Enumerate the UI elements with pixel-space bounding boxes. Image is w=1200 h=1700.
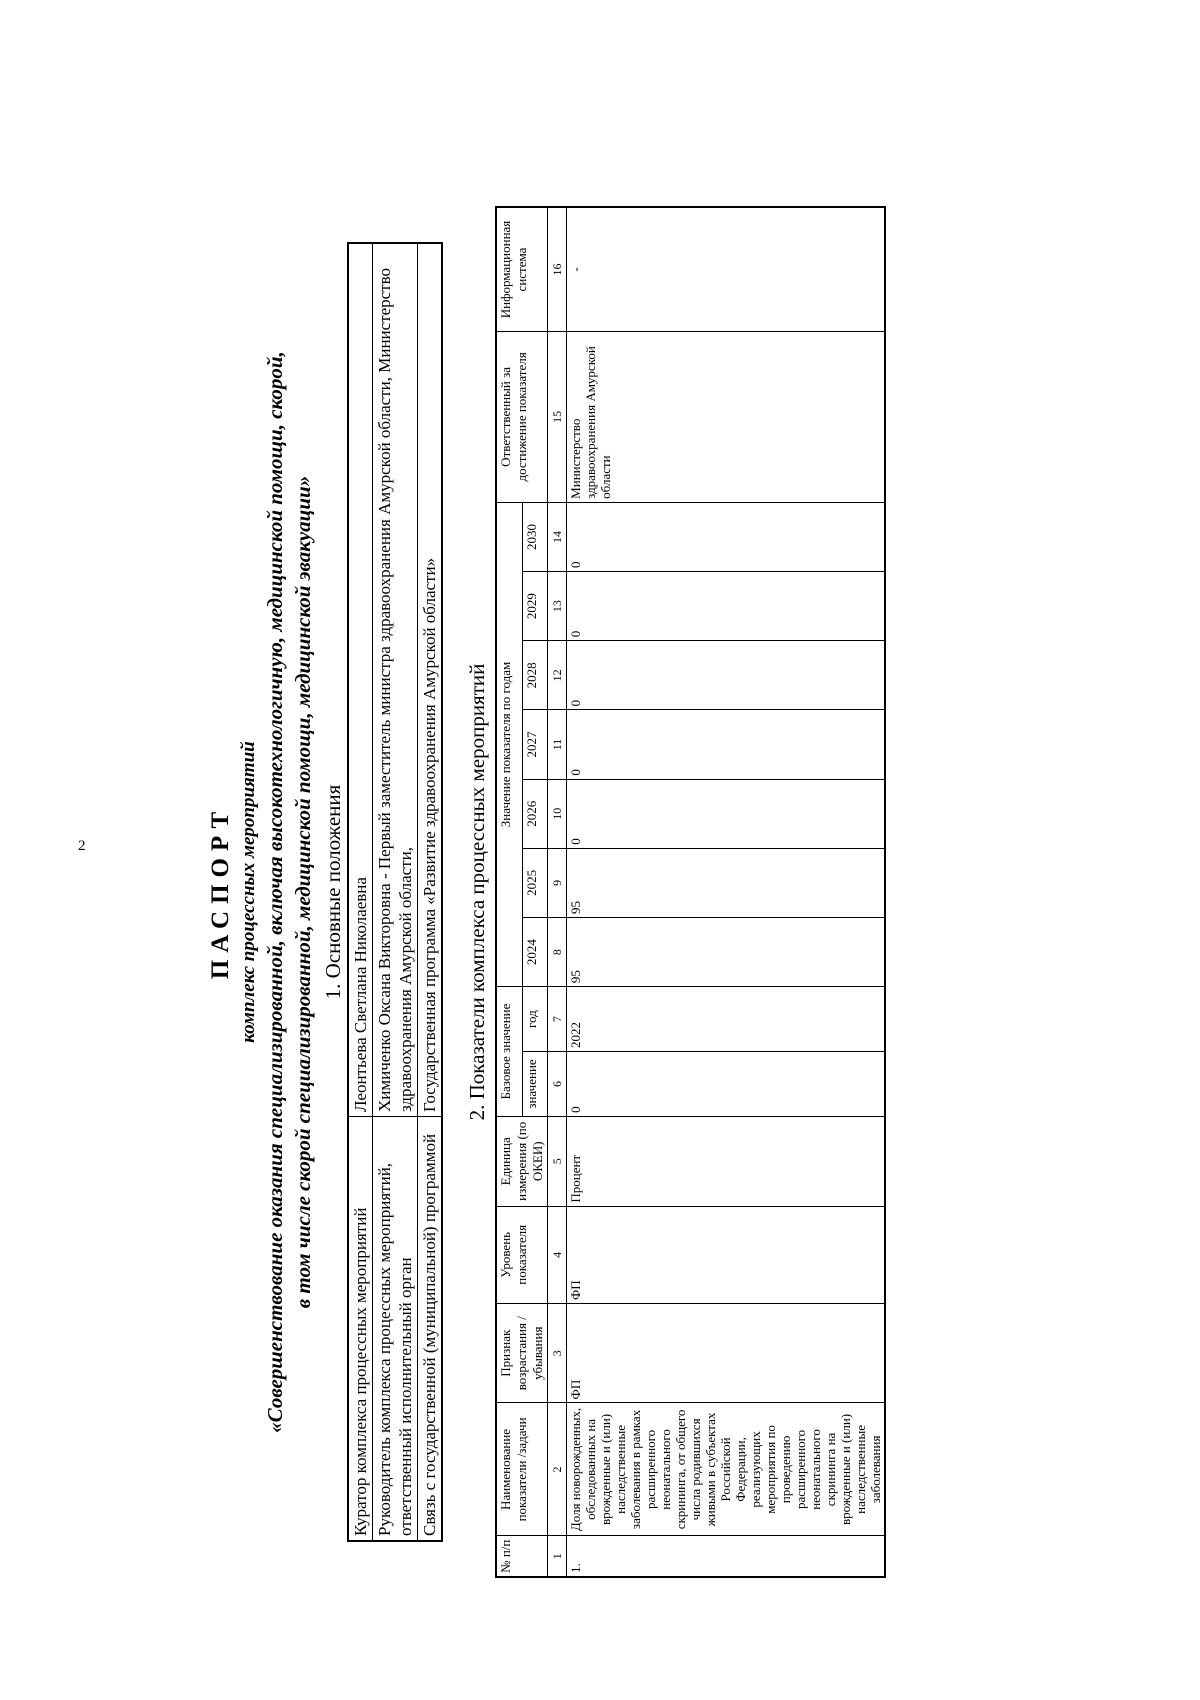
program-link-label: Связь с государственной (муниципальной) программой xyxy=(418,1117,443,1542)
column-number: 3 xyxy=(548,1303,567,1402)
program-name-line2: в том числе скорой специализированной, медицинской помощи, медицинской эвакуации» xyxy=(291,475,315,1309)
curator-label: Куратор комплекса процессных мероприятий xyxy=(348,1117,373,1542)
column-number: 13 xyxy=(548,572,567,641)
table-row xyxy=(348,243,373,1541)
value-2027: 0 xyxy=(567,710,886,779)
header-by-years: Значение показателя по годам xyxy=(496,502,522,986)
header-base-year: год xyxy=(522,987,547,1052)
header-base-value: значение xyxy=(522,1052,547,1117)
header-unit: Единица измерения (по ОКЕИ) xyxy=(496,1116,548,1206)
row-num: 1. xyxy=(567,1536,886,1577)
header-level: Уровень показателя xyxy=(496,1206,548,1303)
value-2029: 0 xyxy=(567,572,886,641)
base-year: 2022 xyxy=(567,987,886,1052)
curator-value: Леонтьева Светлана Николаевна xyxy=(348,243,373,1117)
header-year-2028: 2028 xyxy=(522,641,547,710)
value-2030: 0 xyxy=(567,502,886,571)
column-number: 9 xyxy=(548,848,567,917)
header-responsible: Ответственный за достижение показателя xyxy=(496,332,548,503)
column-number: 7 xyxy=(548,987,567,1052)
value-2024: 95 xyxy=(567,917,886,986)
header-year-2027: 2027 xyxy=(522,710,547,779)
indicator-unit: Процент xyxy=(567,1116,886,1206)
header-info-system: Информационная система xyxy=(496,207,548,332)
responsible-org: Министерство здравоохранения Амурской области xyxy=(567,332,886,503)
table-row xyxy=(567,207,886,1577)
column-number: 10 xyxy=(548,779,567,848)
header-num: № п/п xyxy=(496,1536,548,1577)
value-2025: 95 xyxy=(567,848,886,917)
page-number: 2 xyxy=(78,838,86,854)
value-2028: 0 xyxy=(567,641,886,710)
document-title: ПАСПОРТ xyxy=(207,804,234,980)
main-provisions-table xyxy=(347,242,443,1542)
column-number: 8 xyxy=(548,917,567,986)
column-number: 15 xyxy=(548,332,567,503)
value-2026: 0 xyxy=(567,779,886,848)
column-number: 6 xyxy=(548,1052,567,1117)
header-year-2029: 2029 xyxy=(522,572,547,641)
column-number: 5 xyxy=(548,1116,567,1206)
column-number: 2 xyxy=(548,1403,567,1536)
program-name-line1: «Совершенствование оказания специализированной, включая высокотехнологичную, медицинской помощи, скорой, xyxy=(263,351,287,1433)
base-value: 0 xyxy=(567,1052,886,1117)
column-number: 14 xyxy=(548,502,567,571)
column-number: 16 xyxy=(548,207,567,332)
column-numbers-row xyxy=(548,207,567,1577)
indicator-sign: ФП xyxy=(567,1303,886,1402)
indicators-table xyxy=(495,206,886,1578)
header-year-2030: 2030 xyxy=(522,502,547,571)
header-year-2024: 2024 xyxy=(522,917,547,986)
column-number: 11 xyxy=(548,710,567,779)
head-value: Химиченко Оксана Викторовна - Первый заместитель министра здравоохранения Амурской области, Министерство здравоохранения Амурской области, xyxy=(373,243,418,1117)
document-subtitle: комплекс процессных мероприятий xyxy=(238,741,259,1043)
header-base: Базовое значение xyxy=(496,987,522,1117)
section1-heading: 1. Основные положения xyxy=(321,784,345,1000)
indicator-level: ФП xyxy=(567,1206,886,1303)
section2-heading: 2. Показатели комплекса процессных мероприятий xyxy=(465,663,489,1121)
program-link-value: Государственная программа «Развитие здравоохранения Амурской области» xyxy=(418,243,443,1117)
indicator-name: Доля новорожденных, обследованных на врожденные и (или) наследственные заболевания в рамках расширенного неонатального скрининга, от общего числа родившихся живыми в субъектах Российской Федерации, реализующих мероприятия по проведению расширенного неонатального скрининга на врожденные и (или) наследственные заболевания xyxy=(567,1403,886,1536)
column-number: 12 xyxy=(548,641,567,710)
column-number: 1 xyxy=(548,1536,567,1577)
table-row xyxy=(373,243,418,1541)
info-system-value: - xyxy=(567,207,886,332)
header-year-2025: 2025 xyxy=(522,848,547,917)
header-name: Наименование показатели /задачи xyxy=(496,1403,548,1536)
landscape-content xyxy=(205,132,1185,1652)
column-number: 4 xyxy=(548,1206,567,1303)
header-sign: Признак возрастания / убывания xyxy=(496,1303,548,1402)
header-year-2026: 2026 xyxy=(522,779,547,848)
table-row xyxy=(418,243,443,1541)
head-label: Руководитель комплекса процессных мероприятий, ответственный исполнительный орган xyxy=(373,1117,418,1542)
